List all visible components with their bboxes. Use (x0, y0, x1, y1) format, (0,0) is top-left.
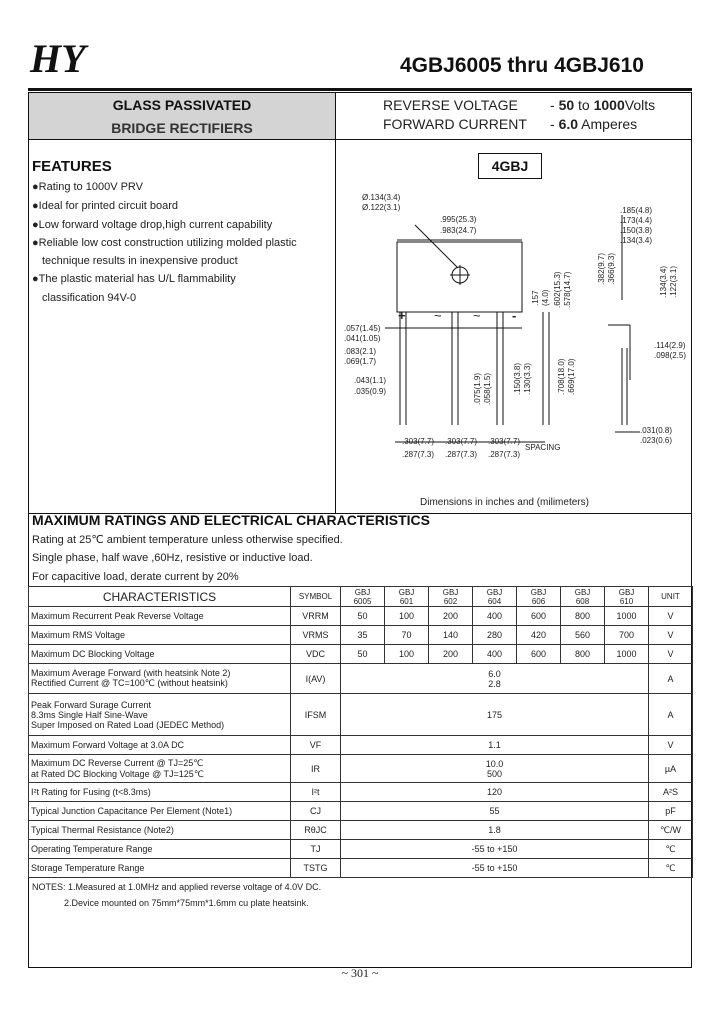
feature-item: ●Low forward voltage drop,high current capability (32, 219, 273, 231)
company-logo (28, 40, 158, 80)
table-header-row (29, 587, 693, 607)
spec-forward-current-value: - 6.0 Amperes (550, 116, 638, 132)
ratings-table (28, 586, 693, 878)
ratings-desc: Single phase, half wave ,60Hz, resistive or inductive load. (32, 552, 313, 564)
dim-label: .303(7.7) (402, 437, 435, 446)
dim-label: .043(1.1) (354, 376, 387, 385)
header-symbol: SYMBOL (291, 587, 341, 607)
title-line-2: BRIDGE RECTIFIERS (111, 120, 253, 136)
dim-label: .303(7.7) (488, 437, 521, 446)
features-title: FEATURES (32, 158, 112, 175)
dim-label: Ø.122(3.1) (362, 203, 401, 212)
dim-label: .058(1.5) (483, 372, 492, 405)
spec-reverse-voltage: REVERSE VOLTAGE (383, 97, 518, 113)
title-line-1: GLASS PASSIVATED (112, 97, 252, 113)
header-rule (28, 88, 692, 91)
ratings-desc: Rating at 25℃ ambient temperature unless otherwise specified. (32, 534, 343, 546)
dim-label: .708(18.0) (557, 358, 566, 395)
left-right-divider (335, 93, 336, 513)
table-row: Maximum Forward Voltage at 3.0A DC VF 1.1 V (29, 736, 693, 755)
dim-label: .035(0.9) (354, 387, 387, 396)
dim-label: .098(2.5) (654, 351, 687, 360)
table-row: Typical Junction Capacitance Per Element (Note1) CJ 55 pF (29, 802, 693, 821)
feature-item: ●Reliable low cost construction utilizing molded plastic (32, 237, 297, 249)
dim-label: .150(3.8) (513, 362, 522, 395)
dim-label: .983(24.7) (440, 226, 477, 235)
dim-label: .057(1.45) (344, 324, 381, 333)
table-row: Operating Temperature Range TJ -55 to +150 ℃ (29, 840, 693, 859)
pin-label: ~ (434, 308, 442, 323)
dim-label: .287(7.3) (445, 450, 478, 459)
dim-label: .114(2.9) (654, 341, 686, 350)
dim-label: .069(1.7) (344, 357, 377, 366)
dim-label: .134(3.4) (620, 236, 653, 245)
table-row: Typical Thermal Resistance (Note2) RθJC 1.8 ℃/W (29, 821, 693, 840)
dimension-note: Dimensions in inches and (milimeters) (420, 497, 589, 508)
logo-text: HY (30, 40, 86, 80)
dim-label: .602(15.3) (553, 271, 562, 308)
header-model: GBJ 602 (429, 587, 473, 607)
note-1: NOTES: 1.Measured at 1.0MHz and applied reverse voltage of 4.0V DC. (32, 882, 322, 892)
pin-label: ~ (473, 308, 481, 323)
dim-label: .173(4.4) (620, 216, 653, 225)
header-model: GBJ 606 (517, 587, 561, 607)
pin-label: - (512, 308, 517, 323)
header-model: GBJ 610 (605, 587, 649, 607)
dim-label: .303(7.7) (445, 437, 478, 446)
table-row: Storage Temperature Range TSTG -55 to +150 ℃ (29, 859, 693, 878)
dim-label: .150(3.8) (620, 226, 653, 235)
feature-item: ●Ideal for printed circuit board (32, 200, 179, 212)
dim-label: .130(3.3) (523, 362, 532, 395)
header-model: GBJ 604 (473, 587, 517, 607)
part-number-range: 4GBJ6005 thru 4GBJ610 (400, 54, 644, 77)
dim-label: .031(0.8) (640, 426, 673, 435)
dim-label: Ø.134(3.4) (362, 193, 401, 202)
pin-label: + (398, 308, 406, 323)
ratings-title: MAXIMUM RATINGS AND ELECTRICAL CHARACTERISTICS (32, 512, 430, 528)
feature-item: ●The plastic material has U/L flammability (32, 273, 236, 285)
dim-label: .075(1.9) (473, 372, 482, 405)
page-number: ~ 301 ~ (341, 966, 379, 980)
table-row: Maximum DC Reverse Current @ TJ=25℃ at Rated DC Blocking Voltage @ TJ=125℃ IR 10.0 500 µA (29, 755, 693, 783)
table-row: Maximum DC Blocking Voltage VDC 50 100 200 400 600 800 1000 V (29, 645, 693, 664)
spec-forward-current: FORWARD CURRENT (383, 116, 527, 132)
header-model: GBJ 6005 (341, 587, 385, 607)
dim-label: .023(0.6) (640, 436, 673, 445)
dim-label: .366(9.3) (607, 252, 616, 285)
dim-label: .382(9.7) (597, 252, 606, 285)
ratings-desc: For capacitive load, derate current by 20% (32, 571, 239, 583)
dim-label: .578(14.7) (563, 271, 572, 308)
dim-label: .995(25.3) (440, 215, 477, 224)
dim-label: .083(2.1) (344, 347, 377, 356)
dim-label: .122(3.1) (669, 265, 678, 298)
dim-label: .185(4.8) (620, 206, 653, 215)
dim-label: (4.0) (541, 289, 550, 306)
spec-reverse-voltage-value: - 50 to 1000Volts (550, 97, 656, 113)
dim-label: .287(7.3) (402, 450, 435, 459)
table-row: Maximum Recurrent Peak Reverse Voltage VRRM 50 100 200 400 600 800 1000 V (29, 607, 693, 626)
header-characteristics: CHARACTERISTICS (29, 587, 291, 607)
dim-label: .669(17.0) (567, 358, 576, 395)
feature-item: classification 94V-0 (42, 292, 137, 304)
dim-label: .134(3.4) (659, 265, 668, 298)
table-row: Maximum RMS Voltage VRMS 35 70 140 280 420 560 700 V (29, 626, 693, 645)
table-row: Maximum Average Forward (with heatsink Note 2) Rectified Current @ TC=100℃ (without heatsink) I(AV) 6.0 2.8 A (29, 664, 693, 694)
table-row: I²t Rating for Fusing (t<8.3ms) I²t 120 A²S (29, 783, 693, 802)
logo-graphic (28, 40, 158, 80)
package-dimension-drawing (340, 180, 690, 480)
dim-label: .157 (531, 290, 540, 306)
note-2: 2.Device mounted on 75mm*75mm*1.6mm cu plate heatsink. (64, 898, 309, 908)
header-model: GBJ 601 (385, 587, 429, 607)
header-unit: UNIT (649, 587, 693, 607)
header-model: GBJ 608 (561, 587, 605, 607)
table-row: Peak Forward Surage Current 8.3ms Single Half Sine-Wave Super Imposed on Rated Load (JEDEC Method) IFSM 175 A (29, 694, 693, 736)
spacing-label: SPACING (525, 443, 561, 452)
dim-label: .041(1.05) (344, 334, 381, 343)
package-label: 4GBJ (478, 153, 542, 179)
feature-item: technique results in inexpensive product (42, 255, 238, 267)
dim-label: .287(7.3) (488, 450, 521, 459)
feature-item: ●Rating to 1000V PRV (32, 181, 144, 193)
